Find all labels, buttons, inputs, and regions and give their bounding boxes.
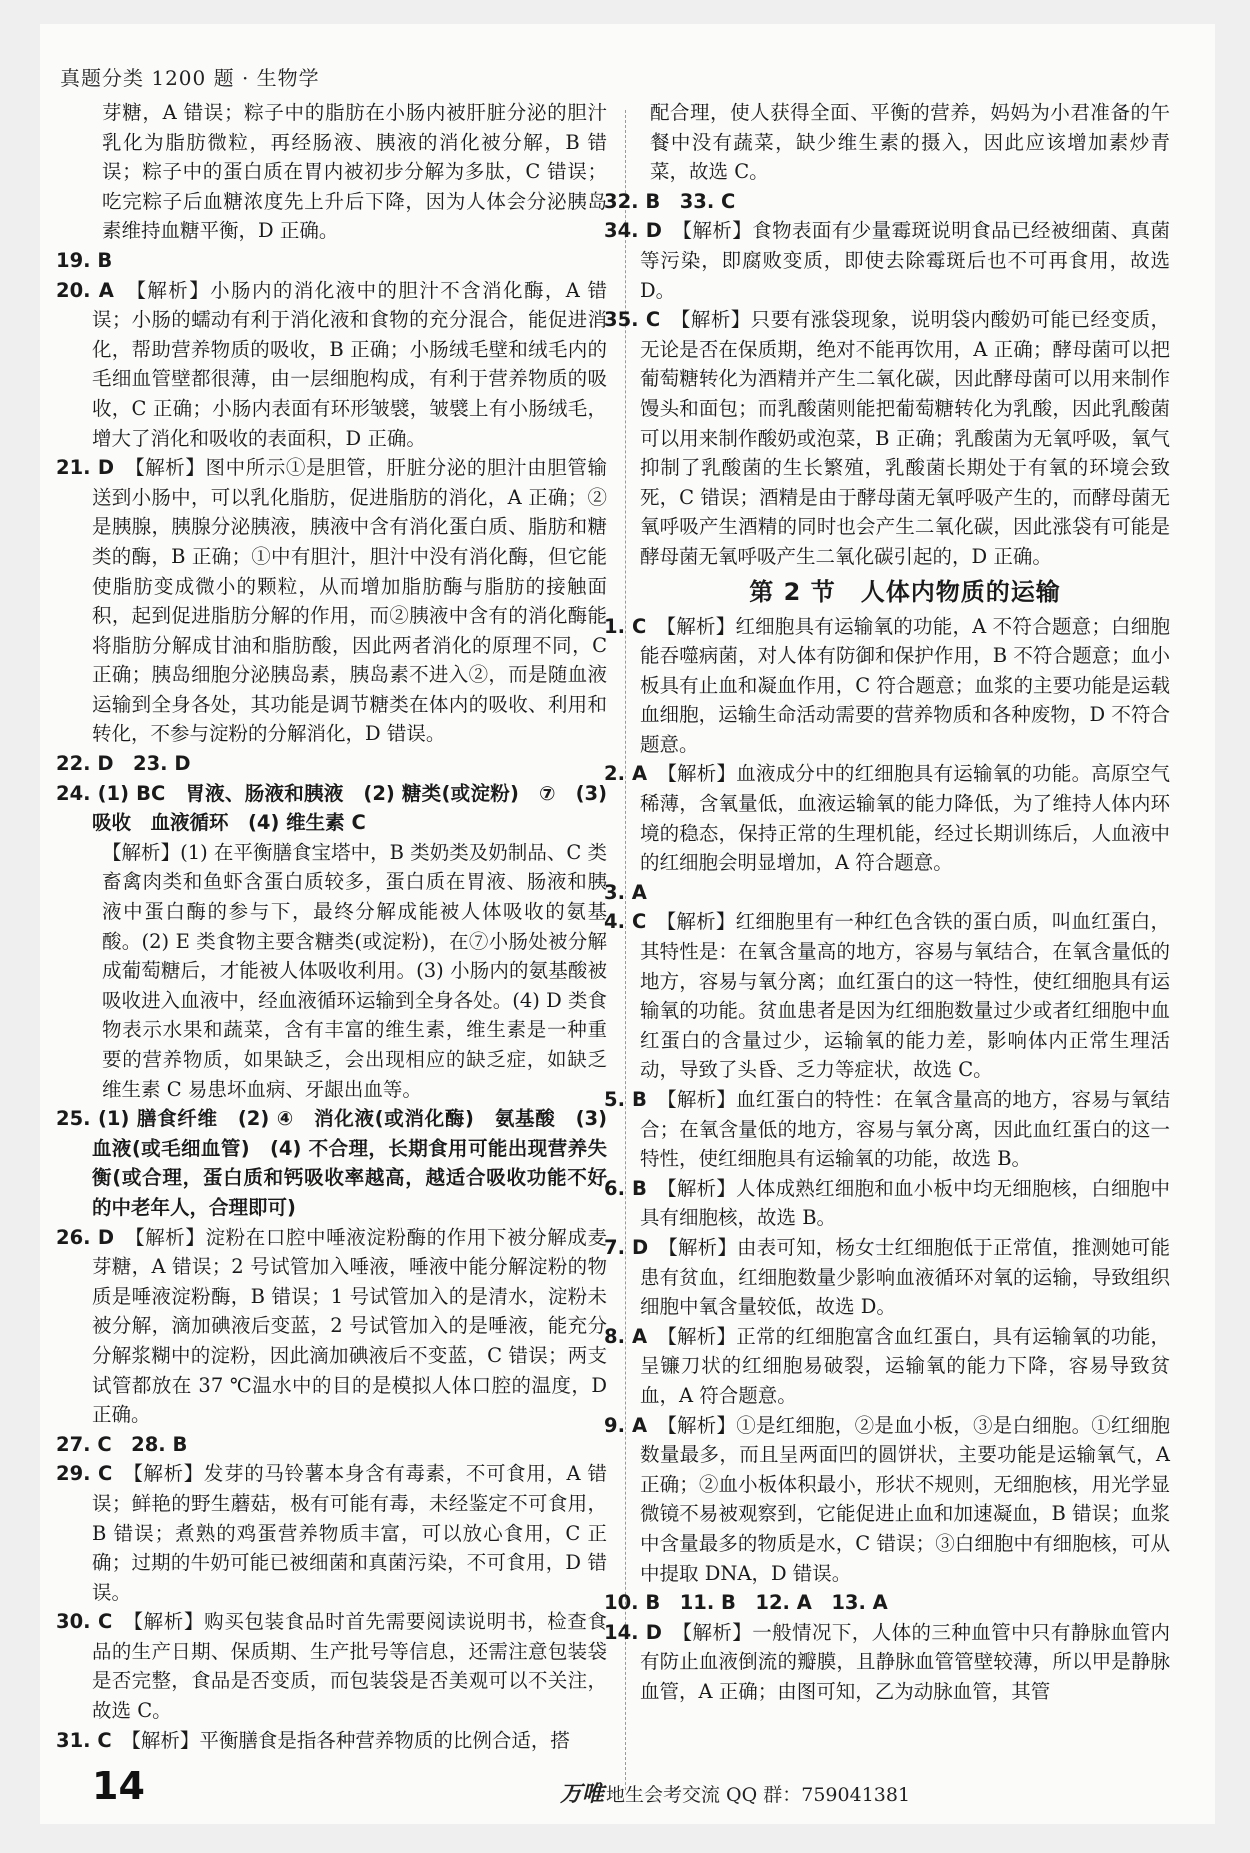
answer-item (56, 1223, 607, 1430)
answer-item (56, 749, 607, 779)
explanation-text: 芽糖，A 错误；粽子中的脂肪在小肠内被肝脏分泌的胆汁乳化为脂肪微粒，再经肠液、胰液的消化被分解，B 错误；粽子中的蛋白质在胃内被初步分解为多肽，C 错误；吃完粽子后血糖浓度先上升后下降，因为人体会分泌胰岛素维持血糖平衡，D 正确。 (102, 101, 607, 243)
explanation-text: 配合理，使人获得全面、平衡的营养，妈妈为小君准备的午餐中没有蔬菜，缺少维生素的摄入，因此应该增加素炒青菜，故选 C。 (650, 101, 1170, 184)
left-column (56, 98, 607, 1755)
explanation-text: 【解析】淀粉在口腔中唾液淀粉酶的作用下被分解成麦芽糖，A 错误；2 号试管加入唾液，唾液中能分解淀粉的物质是唾液淀粉酶，B 错误；1 号试管加入的是清水，淀粉未被分解，滴加碘液后变蓝，2 号试管加入的是唾液，能充分分解浆糊中的淀粉，因此滴加碘液后不变蓝，C 错误；两支试管都放在 37 ℃温水中的目的是模拟人体口腔的温度，D 正确。 (92, 1225, 607, 1427)
answer-key: 19. B (56, 248, 113, 272)
answer-key: 25. (1) 膳食纤维 (2) ④ 消化液(或消化酶) 氨基酸 (3) 血液(或毛细血管) (4) 不合理，长期食用可能出现营养失衡(或合理，蛋白质和钙吸收率越高，越适合吸收功能不好的中老年人，合理即可) (56, 1107, 607, 1219)
answer-key: 30. C (56, 1610, 113, 1634)
answer-key: 20. A (56, 278, 114, 302)
explanation-text: 【解析】红细胞里有一种红色含铁的蛋白质，叫血红蛋白，其特性是：在氧含量高的地方，容易与氧结合，在氧含量低的地方，容易与氧分离；血红蛋白的这一特性，使红细胞具有运输氧的功能。贫血患者是因为红细胞数量过少或者红细胞中血红蛋白的含量过少，运输氧的能力差，影响体内正常生理活动，导致了头昏、乏力等症状，故选 C。 (640, 910, 1170, 1082)
page-number: 14 (92, 1764, 145, 1808)
answer-item (604, 1618, 1170, 1707)
explanation-text: 【解析】购买包装食品时首先需要阅读说明书，检查食品的生产日期、保质期、生产批号等信息，还需注意包装袋是否完整，食品是否变质，而包装袋是否美观可以不关注，故选 C。 (92, 1610, 607, 1723)
answer-key: 34. D (604, 219, 662, 243)
answer-key: 14. D (604, 1620, 662, 1644)
answer-item (56, 1104, 607, 1222)
explanation-text: 【解析】(1) 在平衡膳食宝塔中，B 类奶类及奶制品、C 类畜禽肉类和鱼虾含蛋白质较多，蛋白质在胃液、肠液和胰液中蛋白酶的参与下，最终分解成能被人体吸收的氨基酸。(2) E 类食物主要含糖类(或淀粉)，在⑦小肠处被分解成葡萄糖后，才能被人体吸收利用。(3) 小肠内的氨基酸被吸收进入血液中，经血液循环运输到全身各处。(4) D 类食物表示水果和蔬菜，含有丰富的维生素，维生素是一种重要的营养物质，如果缺乏，会出现相应的缺乏症，如缺乏维生素 C 易患坏血病、牙龈出血等。 (102, 840, 607, 1101)
answer-continuation (92, 838, 607, 1104)
footer-note (560, 1777, 910, 1808)
explanation-text: 【解析】①是红细胞，②是血小板，③是白细胞。①红细胞数量最多，而且呈两面凹的圆饼状，主要功能是运输氧气，A 正确；②血小板体积最小，形状不规则，无细胞核，用光学显微镜不易被观察到，它能促进止血和加速凝血，B 错误；血浆中含量最多的物质是水，C 错误；③白细胞中有细胞核，可从中提取 DNA，D 错误。 (640, 1413, 1170, 1585)
explanation-text: 【解析】由表可知，杨女士红细胞低于正常值，推测她可能患有贫血，红细胞数量少影响血液循环对氧的运输，导致组织细胞中氧含量较低，故选 D。 (640, 1235, 1170, 1319)
answer-item (604, 1174, 1170, 1233)
answer-item (604, 612, 1171, 760)
answer-key: 32. B 33. C (604, 189, 736, 213)
answer-item (604, 907, 1170, 1085)
answer-key: 10. B 11. B 12. A 13. A (604, 1591, 888, 1615)
explanation-text: 【解析】正常的红细胞富含血红蛋白，具有运输氧的功能，呈镰刀状的红细胞易破裂，运输氧的能力下降，容易导致贫血，A 符合题意。 (640, 1324, 1170, 1407)
answer-key: 26. D (56, 1225, 115, 1249)
explanation-text: 【解析】发芽的马铃薯本身含有毒素，不可食用，A 错误；鲜艳的野生蘑菇，极有可能有毒，未经鉴定不可食用，B 错误；煮熟的鸡蛋营养物质丰富，可以放心食用，C 正确；过期的牛奶可能已被细菌和真菌污染，不可食用，D 错误。 (92, 1462, 607, 1604)
answer-item (56, 1607, 607, 1725)
explanation-text: 【解析】食物表面有少量霉斑说明食品已经被细菌、真菌等污染，即腐败变质，即使去除霉斑后也不可再食用，故选 D。 (640, 219, 1170, 302)
answer-key: 1. C (604, 614, 647, 638)
answer-item (604, 216, 1170, 305)
explanation-text: 【解析】红细胞具有运输氧的功能，A 不符合题意；白细胞能吞噬病菌，对人体有防御和保护作用，B 不符合题意；血小板具有止血和凝血作用，C 符合题意；血浆的主要功能是运载血细胞，运输生命活动需要的营养物质和各种废物，D 不符合题意。 (640, 614, 1171, 756)
answer-key: 7. D (604, 1235, 649, 1259)
answer-item (604, 1411, 1170, 1589)
answer-item (604, 305, 1170, 571)
answer-item (604, 878, 1170, 908)
answer-continuation (92, 98, 607, 246)
answer-continuation (640, 98, 1170, 187)
explanation-text: 【解析】平衡膳食是指各种营养物质的比例合适，搭 (131, 1728, 570, 1752)
answer-item (604, 759, 1170, 877)
right-column (604, 98, 1171, 1706)
explanation-text: 【解析】血红蛋白的特性：在氧含量高的地方，容易与氧结合；在氧含量低的地方，容易与氧分离，因此血红蛋白的这一特性，使红细胞具有运输氧的功能，故选 B。 (640, 1088, 1170, 1171)
explanation-text: 【解析】只要有涨袋现象，说明袋内酸奶可能已经变质，无论是否在保质期，绝对不能再饮用，A 正确；酵母菌可以把葡萄糖转化为酒精并产生二氧化碳，因此酵母菌可以用来制作馒头和面包；而乳酸菌则能把葡萄糖转化为乳酸，因此乳酸菌可以用来制作酸奶或泡菜，B 正确；乳酸菌为无氧呼吸，氧气抑制了乳酸菌的生长繁殖，乳酸菌长期处于有氧的环境会致死，C 错误；酒精是由于酵母菌无氧呼吸产生的，而酵母菌无氧呼吸产生酒精的同时也会产生二氧化碳，因此涨袋有可能是酵母菌无氧呼吸产生二氧化碳引起的，D 正确。 (640, 308, 1170, 568)
explanation-text: 【解析】血液成分中的红细胞具有运输氧的功能。高原空气稀薄，含氧量低，血液运输氧的能力降低，为了维持人体内环境的稳态，保持正常的生理机能，经过长期训练后，人血液中的红细胞会明显增加，A 符合题意。 (640, 762, 1170, 875)
answer-key: 4. C (604, 910, 647, 934)
answer-key: 2. A (604, 762, 648, 786)
answer-key: 5. B (604, 1088, 647, 1111)
section-title: 第 2 节 人体内物质的运输 (749, 577, 1061, 606)
explanation-text: 【解析】小肠内的消化液中的胆汁不含消化酶，A 错误；小肠的蠕动有利于消化液和食物的充分混合，能促进消化，帮助营养物质的吸收，B 正确；小肠绒毛壁和绒毛内的毛细血管壁都很薄，由一层细胞构成，有利于营养物质的吸收，C 正确；小肠内表面有环形皱襞，皱襞上有小肠绒毛，增大了消化和吸收的表面积，D 正确。 (92, 278, 607, 450)
answer-key: 9. A (604, 1413, 648, 1437)
answer-key: 31. C (56, 1728, 112, 1752)
explanation-text: 【解析】人体成熟红细胞和血小板中均无细胞核，白细胞中具有细胞核，故选 B。 (640, 1176, 1170, 1230)
answer-item (56, 246, 607, 276)
explanation-text: 【解析】图中所示①是胆管，肝脏分泌的胆汁由胆管输送到小肠中，可以乳化脂肪，促进脂肪的消化，A 正确；②是胰腺，胰腺分泌胰液，胰液中含有消化蛋白质、脂肪和糖类的酶，B 正确；①中有胆汁，胆汁中没有消化酶，但它能使脂肪变成微小的颗粒，从而增加脂肪酶与脂肪的接触面积，起到促进脂肪分解的作用，而②胰液中含有的消化酶能将脂肪分解成甘油和脂肪酸，因此两者消化的原理不同，C 正确；胰岛细胞分泌胰岛素，胰岛素不进入②，而是随血液运输到全身各处，其功能是调节糖类在体内的吸收、利用和转化，不参与淀粉的分解消化，D 错误。 (92, 456, 607, 746)
answer-key: 29. C (56, 1462, 113, 1486)
explanation-text: 【解析】一般情况下，人体的三种血管中只有静脉血管内有防止血液倒流的瓣膜，且静脉血管管壁较薄，所以甲是静脉血管，A 正确；由图可知，乙为动脉血管，其管 (640, 1620, 1170, 1703)
page-header: 真题分类 1200 题 · 生物学 (60, 66, 320, 90)
answer-item (56, 779, 607, 838)
answer-item (604, 1085, 1170, 1174)
column-divider (625, 110, 626, 1790)
answer-key: 21. D (56, 456, 115, 480)
answer-item (56, 1459, 607, 1607)
answer-key: 3. A (604, 880, 647, 904)
answer-item (604, 1233, 1170, 1322)
answer-item (56, 453, 607, 749)
footer-qq-text: 地生会考交流 QQ 群：759041381 (606, 1784, 911, 1806)
answer-item (604, 187, 1170, 217)
answer-item (56, 276, 607, 454)
answer-item (604, 1322, 1170, 1411)
answer-key: 8. A (604, 1324, 648, 1348)
answer-item (56, 1726, 607, 1756)
answer-key: 24. (1) BC 胃液、肠液和胰液 (2) 糖类(或淀粉) ⑦ (3) 吸收 血液循环 (4) 维生素 C (56, 781, 607, 835)
answer-key: 22. D 23. D (56, 752, 191, 776)
brand-logo: 万唯 (560, 1782, 605, 1807)
answer-key: 35. C (604, 308, 661, 332)
answer-item (604, 1588, 1170, 1618)
answer-item (56, 1430, 607, 1460)
answer-key: 27. C 28. B (56, 1432, 188, 1456)
answer-key: 6. B (604, 1176, 647, 1200)
